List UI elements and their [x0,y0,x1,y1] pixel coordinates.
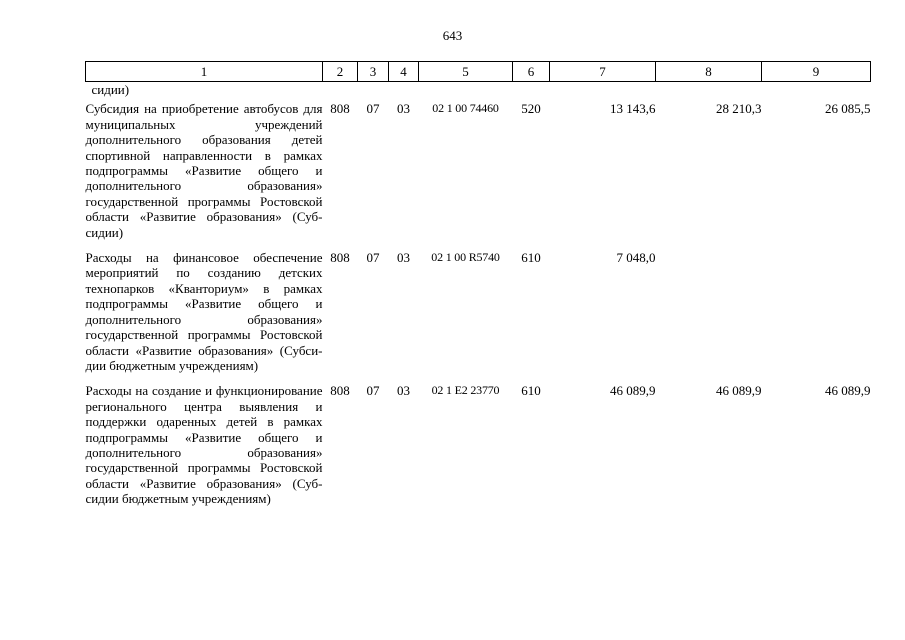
header-col-4: 4 [389,62,419,82]
row-description: Расходы на создание и функционирование регионального центра выявления и поддержки одаренных детей в рамках подпрограммы «Развитие общего и дополнительного образования» государственной программы Ростовской области «Развитие образования» (Субсидии бюджетным учреждениям) [85,383,323,507]
row-amount-col7: 46 089,9 [610,383,656,399]
header-col-6: 6 [513,62,550,82]
row-section-code: 07 [366,250,380,266]
row-target-article: 02 1 00 74460 [432,101,499,116]
header-col-3: 3 [358,62,389,82]
row-section-code: 07 [366,101,380,117]
header-col-9: 9 [762,62,871,82]
row-subsection-code: 03 [397,383,410,399]
header-col-7: 7 [550,62,656,82]
row-ministry-code: 808 [330,250,350,266]
row-amount-col8: 28 210,3 [716,101,762,117]
row-amount-col9 [762,246,871,379]
row-amount-col9: 46 089,9 [825,383,871,399]
row-expense-type: 520 [521,101,541,117]
header-col-1: 1 [86,62,323,82]
row-subsection-code: 03 [397,250,410,266]
row-amount-col8 [656,246,762,379]
row-amount-col7: 7 048,0 [616,250,656,266]
row-description: сидии) [91,82,130,97]
header-col-2: 2 [323,62,358,82]
row-description: Субсидия на приобретение автобусов для муниципальных учреждений дополнительного образования детей спортивной направленности в рамках подпрограммы «Развитие общего и дополнительного образования» государственной программы Ростовской области «Развитие образования» (Субсидии) [85,101,323,240]
budget-table [85,61,871,513]
row-target-article: 02 1 E2 23770 [431,383,500,398]
row-expense-type: 610 [521,383,541,399]
row-amount-col7: 13 143,6 [610,101,656,117]
row-description: Расходы на финансовое обеспечение мероприятий по созданию детских технопарков «Кванториум» в рамках подпрограммы «Развитие общего и дополнительного образования» государственной программы Ростовской области «Развитие образования» (Субсидии бюджетным учреждениям) [85,250,323,373]
row-section-code: 07 [366,383,380,399]
table-row [86,97,871,246]
header-col-5: 5 [419,62,513,82]
header-row [86,62,871,82]
row-ministry-code: 808 [330,383,350,399]
row-amount-col9: 26 085,5 [825,101,871,117]
row-ministry-code: 808 [330,101,350,117]
table-row [86,379,871,512]
row-target-article: 02 1 00 R5740 [431,250,500,265]
page-number: 643 [442,28,463,43]
header-col-8: 8 [656,62,762,82]
row-expense-type: 610 [521,250,541,266]
continuation-row [86,82,871,98]
table-row [86,246,871,379]
row-subsection-code: 03 [397,101,410,117]
row-amount-col8: 46 089,9 [716,383,762,399]
